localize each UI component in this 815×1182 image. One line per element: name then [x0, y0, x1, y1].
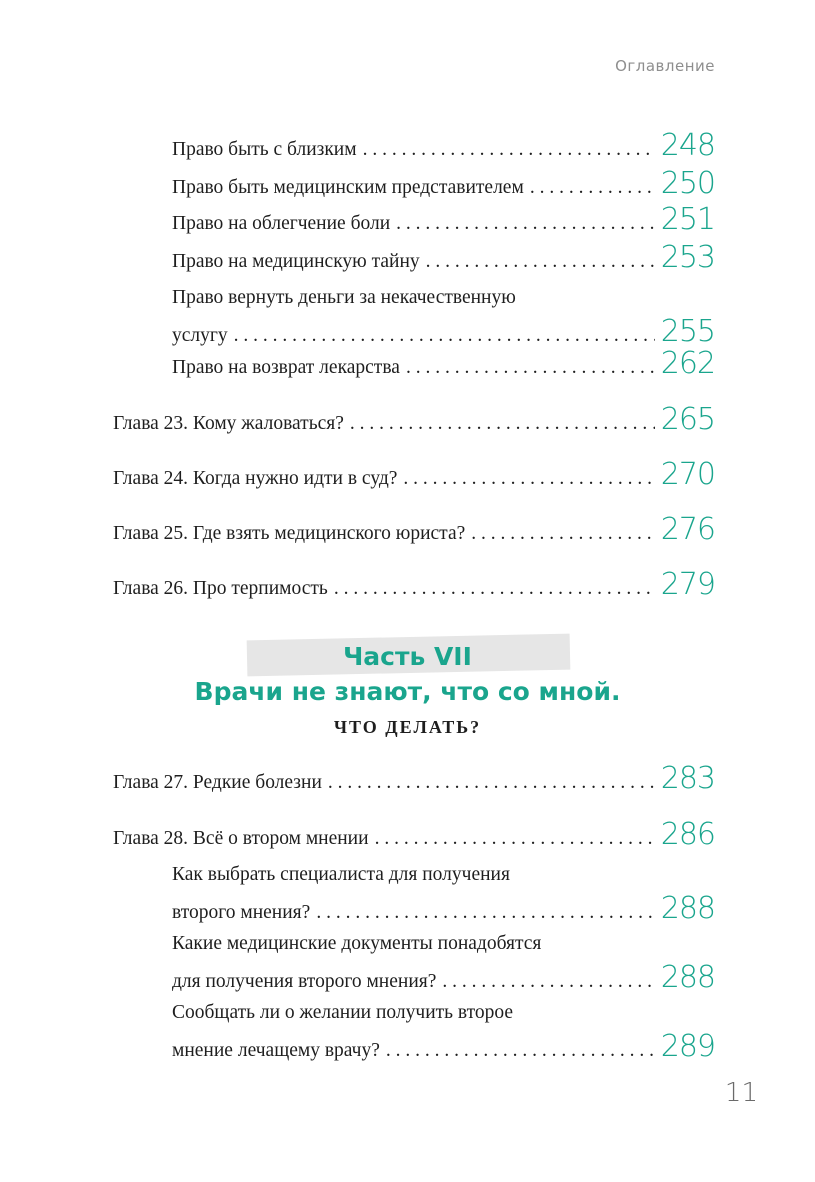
part-title: Врачи не знают, что со мной. — [194, 677, 621, 706]
toc-page-number: 248 — [660, 128, 715, 163]
toc-entry-title: Право быть с близким — [172, 139, 357, 160]
leader-dots — [316, 896, 654, 930]
toc-entry[interactable] — [113, 762, 715, 800]
toc-entry-title: Как выбрать специалиста для получения — [172, 864, 510, 885]
toc-entry-title: Право на медицинскую тайну — [172, 251, 420, 272]
toc-entry-title-cont: мнение лечащему врачу? — [172, 1040, 380, 1061]
toc-page-number: 283 — [660, 761, 715, 796]
toc-entry-title: Сообщать ли о желании получить второе — [172, 1002, 514, 1023]
toc-page-number: 250 — [660, 166, 715, 201]
toc-entry[interactable] — [172, 927, 715, 999]
toc-entry-title: Право быть медицинским представителем — [172, 177, 524, 198]
toc-page-number: 255 — [660, 314, 715, 349]
toc-entry[interactable] — [172, 129, 715, 167]
leader-dots — [328, 766, 655, 800]
toc-entry[interactable] — [113, 568, 715, 606]
leader-dots — [471, 517, 654, 551]
toc-entry-title: Право на возврат лекарства — [172, 357, 400, 378]
toc-page-number: 251 — [660, 202, 715, 237]
running-header: Оглавление — [615, 57, 715, 75]
toc-entry[interactable] — [113, 458, 715, 496]
toc-entry-title: Глава 26. Про терпимость — [113, 578, 328, 599]
toc-entry-title-cont: второго мнения? — [172, 902, 311, 923]
toc-page-number: 270 — [660, 457, 715, 492]
toc-entry-title: Глава 24. Когда нужно идти в суд? — [113, 468, 398, 489]
toc-entry[interactable] — [172, 347, 715, 385]
leader-dots — [442, 965, 654, 999]
leader-dots — [406, 351, 655, 385]
toc-entry[interactable] — [172, 241, 715, 279]
toc-entry[interactable] — [172, 996, 715, 1068]
leader-dots — [396, 207, 655, 241]
leader-dots — [386, 1034, 655, 1068]
toc-page-number: 253 — [660, 240, 715, 275]
toc-entry[interactable] — [172, 858, 715, 930]
toc-entry[interactable] — [172, 167, 715, 205]
part-subtitle: ЧТО ДЕЛАТЬ? — [333, 717, 482, 737]
toc-page-number: 288 — [660, 960, 715, 995]
toc-entry-title: Глава 28. Всё о втором мнении — [113, 828, 369, 849]
toc-entry-title: Какие медицинские документы понадобятся — [172, 933, 542, 954]
toc-page-number: 289 — [660, 1029, 715, 1064]
toc-page-number: 279 — [660, 567, 715, 602]
leader-dots — [350, 407, 655, 441]
toc-page-number: 286 — [660, 817, 715, 852]
toc-page-number: 276 — [660, 512, 715, 547]
leader-dots — [403, 462, 654, 496]
toc-entry-title-cont: услугу — [172, 325, 228, 346]
toc-entry-title: Глава 25. Где взять медицинского юриста? — [113, 523, 466, 544]
page-number: 11 — [724, 1078, 758, 1108]
toc-page-number: 265 — [660, 402, 715, 437]
toc-page-number: 288 — [660, 891, 715, 926]
toc-entry-title-cont: для получения второго мнения? — [172, 971, 437, 992]
toc-entry[interactable] — [113, 513, 715, 551]
leader-dots — [530, 171, 655, 205]
leader-dots — [334, 572, 655, 606]
leader-dots — [426, 245, 655, 279]
leader-dots — [375, 822, 655, 856]
toc-page-number: 262 — [660, 346, 715, 381]
leader-dots — [363, 133, 655, 167]
toc-entry[interactable] — [172, 203, 715, 241]
toc-entry-title: Право вернуть деньги за некачественную — [172, 287, 516, 308]
toc-entry-title: Глава 27. Редкие болезни — [113, 772, 322, 793]
toc-entry[interactable] — [172, 281, 715, 353]
toc-entry-title: Право на облегчение боли — [172, 213, 391, 234]
part-heading[interactable] — [0, 640, 815, 744]
toc-entry[interactable] — [113, 818, 715, 856]
toc-entry[interactable] — [113, 403, 715, 441]
part-label: Часть VII — [343, 642, 472, 671]
toc-entry-title: Глава 23. Кому жаловаться? — [113, 413, 344, 434]
